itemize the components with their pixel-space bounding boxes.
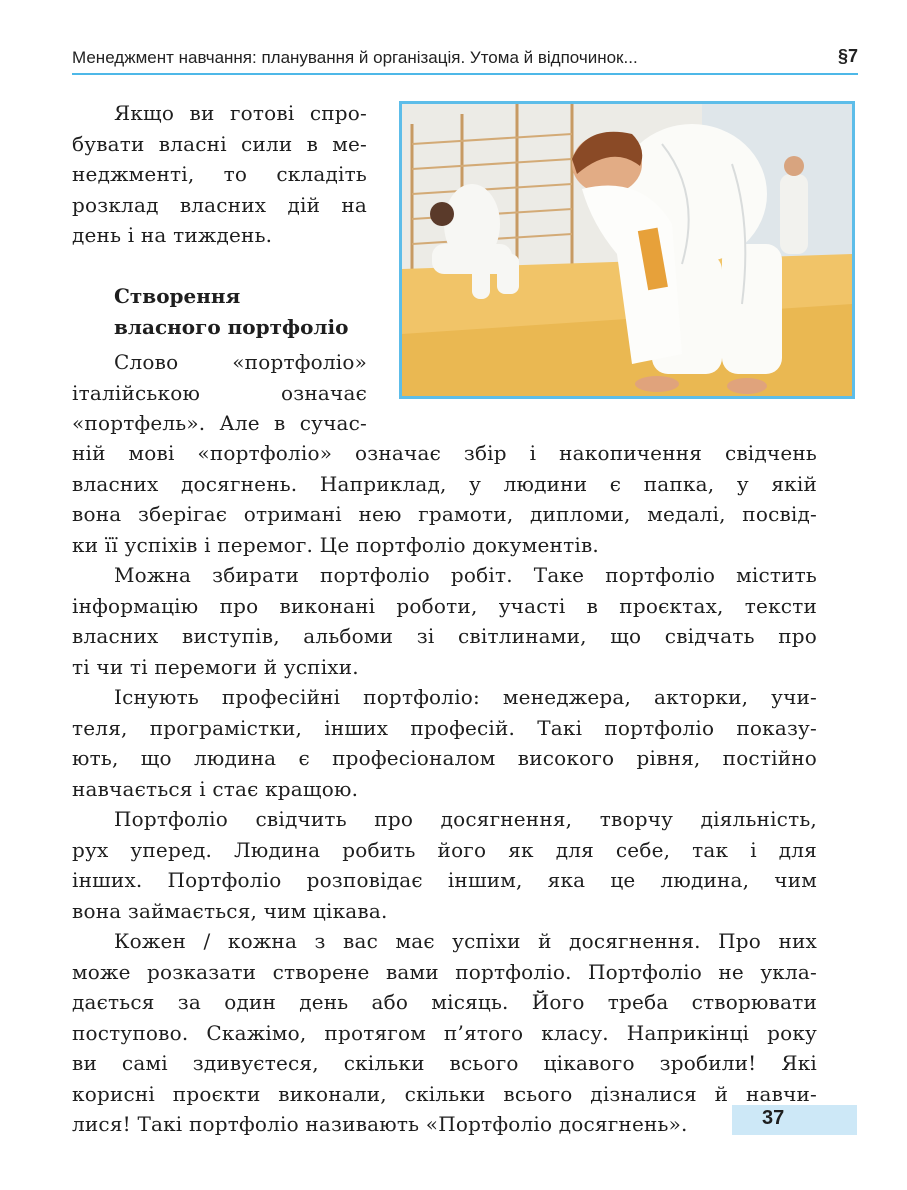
text-line: Можна збирати портфоліо робіт. Таке портфоліо містить	[114, 563, 817, 587]
text-line: Існують професійні портфоліо: менеджера, акторки, учи-	[114, 685, 817, 709]
text-line: інших. Портфоліо розповідає іншим, яка це людина, чим	[72, 868, 817, 892]
page-number-band	[732, 1105, 857, 1135]
text-line: корисні проєкти виконали, скільки всього дізналися й навчи-	[72, 1081, 817, 1106]
text-line: лися! Такі портфоліо називають «Портфоліо досягнень».	[72, 1112, 688, 1136]
text-line: ті чи ті перемоги й успіхи.	[72, 654, 359, 679]
text-line: бувати власні сили в ме-	[72, 131, 367, 156]
text-line: Кожен / кожна з вас має успіхи й досягнення. Про них	[114, 929, 817, 953]
text-line: неджменті, то складіть	[72, 162, 367, 186]
text-line: «портфель». Але в сучас-	[72, 411, 367, 435]
running-header	[72, 43, 858, 75]
text-line: Слово «портфоліо»	[114, 350, 367, 374]
text-line: італійською означає	[72, 380, 367, 405]
header-title: Менеджмент навчання: планування й організація. Утома й відпочинок...	[72, 48, 638, 67]
text-line: вона займається, чим цікава.	[72, 898, 388, 923]
text-line: ви самі здивуєтеся, скільки всього цікавого зробили! Які	[72, 1051, 817, 1075]
text-line: ють, що людина є професіоналом високого рівня, постійно	[72, 746, 817, 770]
heading-line: власного портфоліо	[114, 314, 349, 339]
intro-paragraph	[72, 98, 367, 251]
text-line: власних виступів, альбоми зі світлинами, що свідчать про	[72, 624, 817, 648]
text-line: рух уперед. Людина робить його як для себе, так і для	[72, 837, 817, 862]
text-line: навчається і стає кращою.	[72, 776, 359, 801]
text-line: може розказати створене вами портфоліо. Портфоліо не укла-	[72, 959, 817, 984]
text-line: ки її успіхів і перемог. Це портфоліо документів.	[72, 532, 599, 557]
text-line: вона зберігає отримані нею грамоти, дипломи, медалі, посвід-	[72, 502, 817, 526]
section-number: §7	[837, 46, 858, 66]
text-line: день і на тиждень.	[72, 223, 273, 247]
text-line: дається за один день або місяць. Його треба створювати	[72, 990, 817, 1014]
text-line: Якщо ви готові спро-	[114, 101, 367, 125]
text-line: поступово. Скажімо, протягом п’ятого класу. Наприкінці року	[72, 1020, 817, 1045]
wrapped-paragraph	[72, 347, 367, 439]
text-line: теля, програмістки, інших професій. Такі портфоліо показу-	[72, 715, 817, 740]
text-line: власних досягнень. Наприклад, у людини є папка, у якій	[72, 471, 817, 496]
section-heading	[114, 281, 348, 342]
text-line: Портфоліо свідчить про досягнення, творчу діяльність,	[114, 807, 817, 831]
judo-photo-illustration	[402, 104, 852, 396]
text-line: ній мові «портфоліо» означає збір і накопичення свідчень	[72, 441, 817, 465]
judo-photo	[399, 101, 855, 399]
page-number: 37	[762, 1107, 785, 1129]
text-line: інформацію про виконані роботи, участі в проєктах, тексти	[72, 593, 817, 618]
body-text	[72, 438, 817, 1140]
heading-line: Створення	[114, 284, 241, 308]
text-line: розклад власних дій на	[72, 192, 367, 217]
